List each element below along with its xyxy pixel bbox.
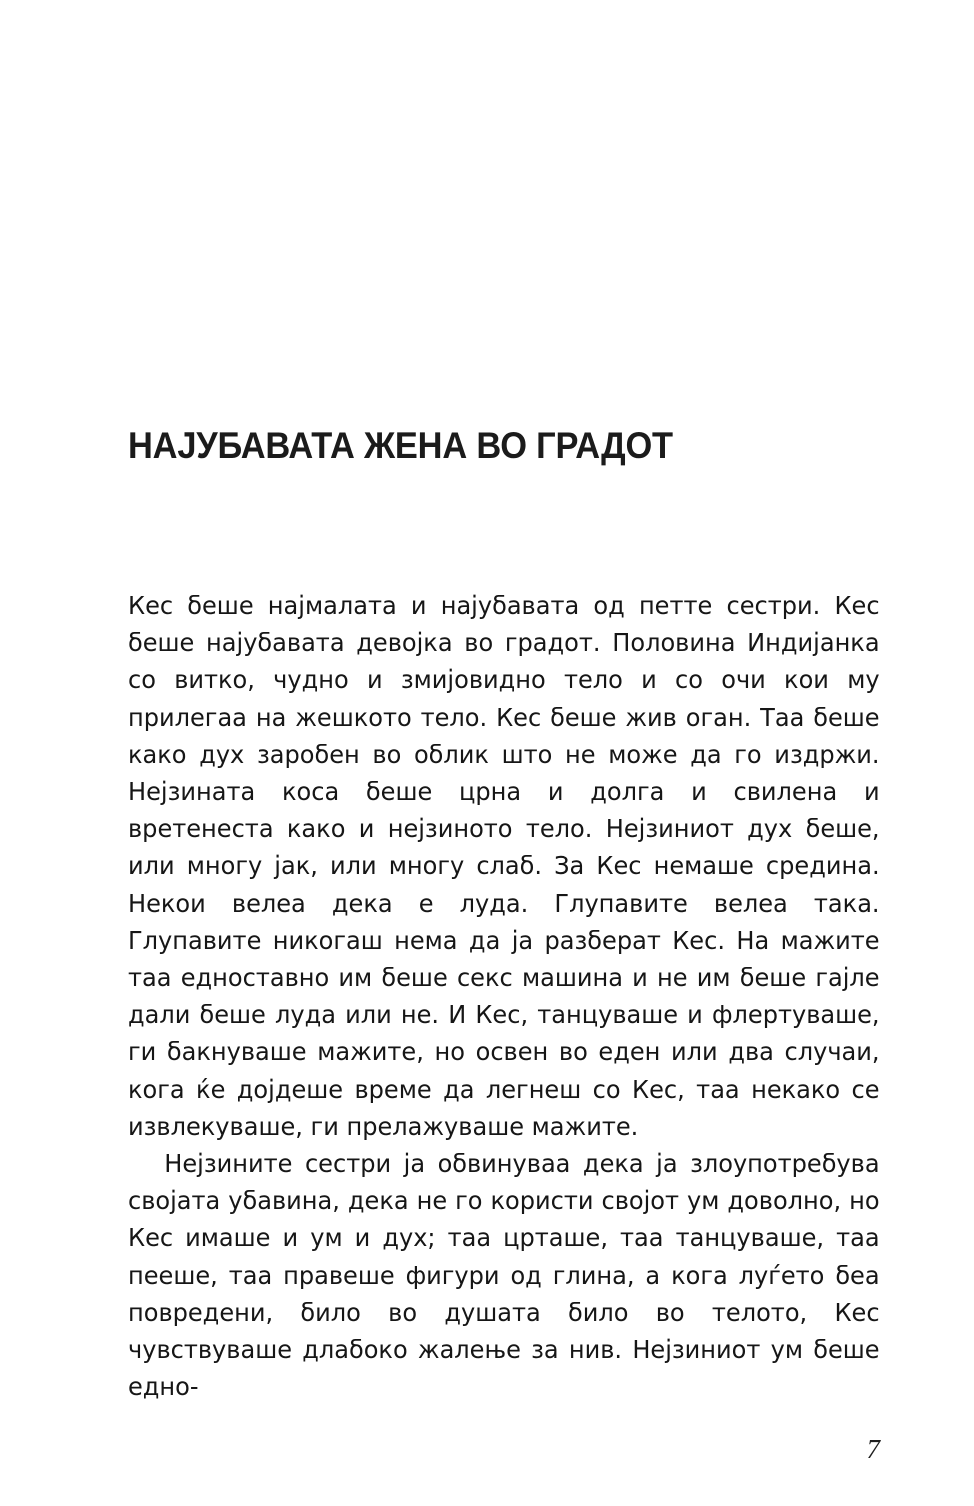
page-number: 7 xyxy=(866,1434,880,1464)
page-content xyxy=(128,424,880,1405)
body-paragraph: Кес беше најмалата и најубавата од петте сестри. Кес беше најубавата девојка во градот. Половина Индијанка со витко, чудно и змијовидно тело и со очи кои му прилегаа на жешкото тело. Кес беше жив оган. Таа беше како дух заробен во облик што не може да го издржи. Нејзината коса беше црна и долга и свилена и вретенеста како и нејзиното тело. Нејзиниот дух беше, или многу јак, или многу слаб. За Кес немаше средина. Некои велеа дека е луда. Глупавите велеа така. Глупавите никогаш нема да ја разберат Кес. На мажите таа едноставно им беше секс машина и не им беше гајле дали беше луда или не. И Кес, танцуваше и флертуваше, ги бакнуваше мажите, но освен во еден или два случаи, кога ќе дојдеше време да легнеш со Кес, таа некако се извлекуваше, ги прелажуваше мажите. xyxy=(128,591,880,1141)
body-paragraph: Нејзините сестри ја обвинуваа дека ја злоупотребува својата убавина, дека не го користи својот ум доволно, но Кес имаше и ум и дух; таа црташе, таа танцуваше, таа пееше, таа правеше фигури од глина, а кога луѓето беа повредени, било во душата било во телото, Кес чувствуваше длабоко жалење за нив. Нејзиниот ум беше едно- xyxy=(128,1149,880,1402)
page-title: НАЈУБАВАТА ЖЕНА ВО ГРАДОТ xyxy=(128,425,673,466)
